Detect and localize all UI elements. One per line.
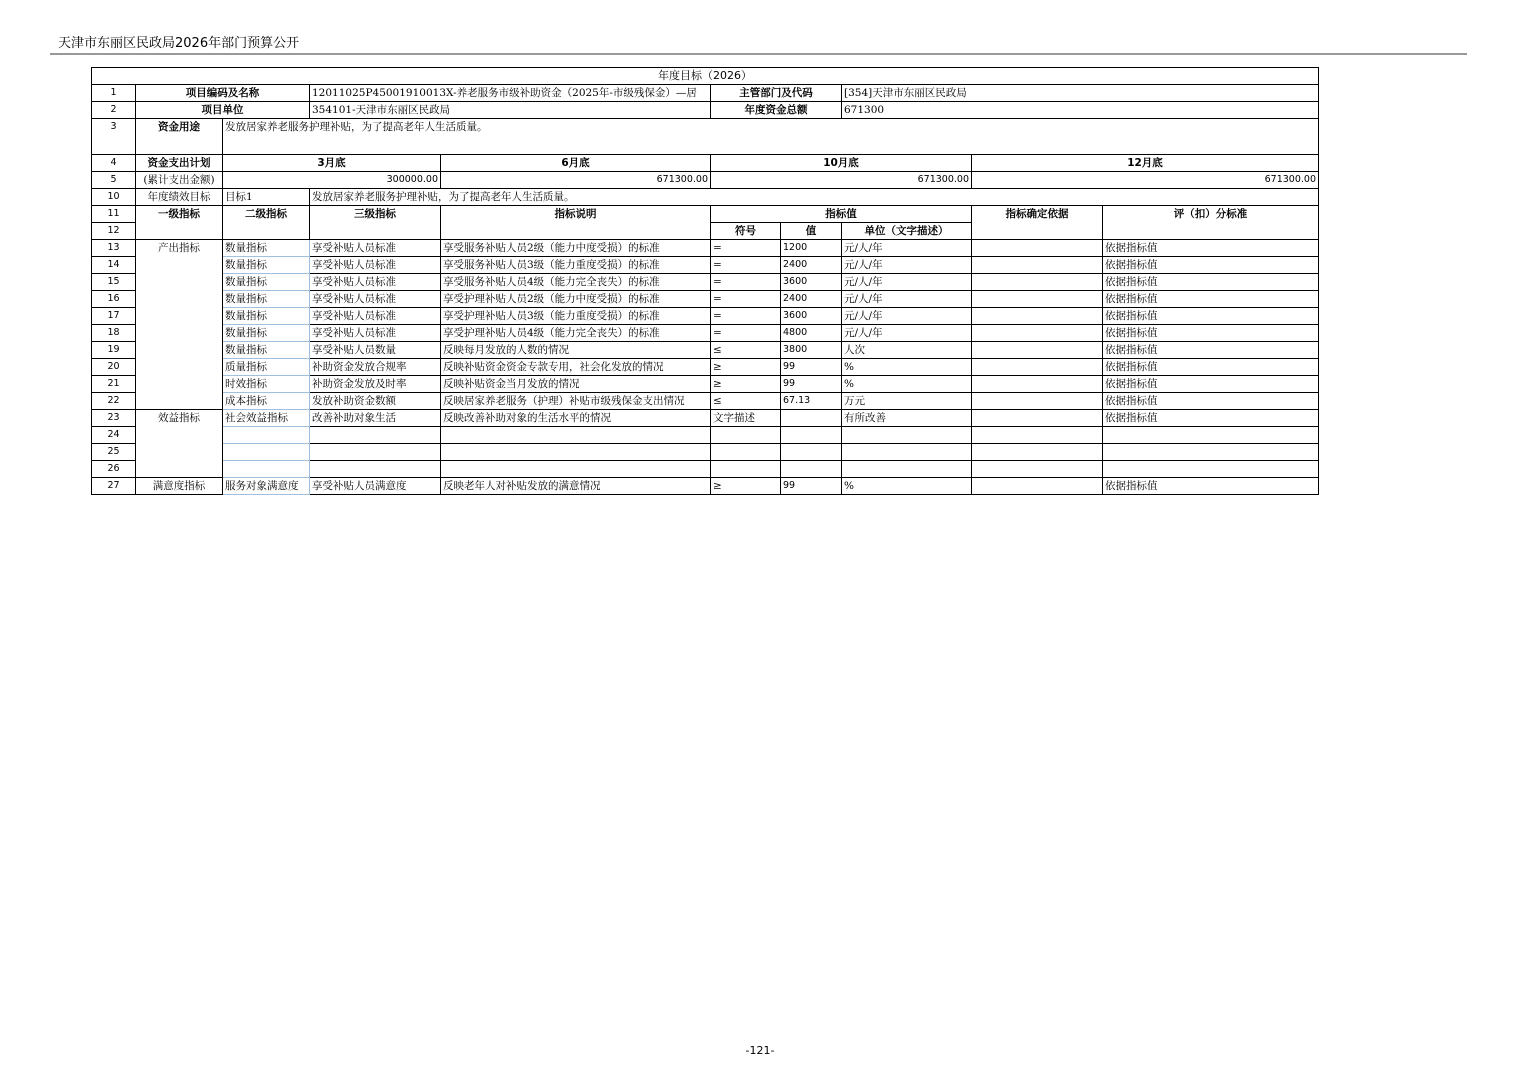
level3-cell: 享受补贴人员数量 [310,342,441,359]
performance-goal-row [92,189,1319,206]
row-number: 15 [92,274,136,291]
level1-cell: 满意度指标 [136,478,223,495]
row-number: 12 [92,223,136,240]
row-number: 3 [92,119,136,155]
basis-cell [972,461,1103,478]
row-number: 23 [92,410,136,427]
value-cell: 2400 [781,291,842,308]
value-cell [781,427,842,444]
score-header: 评（扣）分标准 [1103,206,1319,240]
row-number: 21 [92,376,136,393]
level2-cell [223,461,310,478]
row-number: 22 [92,393,136,410]
basis-cell [972,393,1103,410]
table-row [92,444,1319,461]
q2-amount: 671300.00 [441,172,711,189]
goal-number: 目标1 [223,189,310,206]
description-header: 指标说明 [441,206,711,240]
basis-cell [972,478,1103,495]
symbol-cell: = [711,274,781,291]
unit-cell [842,444,972,461]
table-row [92,291,1319,308]
level3-cell: 享受补贴人员标准 [310,240,441,257]
basis-header: 指标确定依据 [972,206,1103,240]
score-cell: 依据指标值 [1103,478,1319,495]
row-number: 19 [92,342,136,359]
dept-code-value: [354]天津市东丽区民政局 [842,85,1319,102]
project-code-label: 项目编码及名称 [136,85,310,102]
level2-cell: 数量指标 [223,274,310,291]
level3-cell: 发放补助资金数额 [310,393,441,410]
level3-cell: 享受补贴人员标准 [310,325,441,342]
table-row [92,427,1319,444]
score-cell: 依据指标值 [1103,393,1319,410]
value-cell: 3600 [781,274,842,291]
level2-cell: 服务对象满意度 [223,478,310,495]
score-cell: 依据指标值 [1103,291,1319,308]
score-cell: 依据指标值 [1103,325,1319,342]
level2-cell: 成本指标 [223,393,310,410]
symbol-cell [711,427,781,444]
q1-amount: 300000.00 [223,172,441,189]
row-number: 18 [92,325,136,342]
spend-plan-row [92,155,1319,172]
annual-budget-label: 年度资金总额 [711,102,842,119]
table-row [92,478,1319,495]
score-cell: 依据指标值 [1103,308,1319,325]
q1-header: 3月底 [223,155,441,172]
level3-cell [310,461,441,478]
row-number: 24 [92,427,136,444]
symbol-cell: ≥ [711,376,781,393]
unit-cell: % [842,478,972,495]
row-number: 16 [92,291,136,308]
unit-cell: 有所改善 [842,410,972,427]
score-cell [1103,427,1319,444]
symbol-cell [711,461,781,478]
unit-cell: 万元 [842,393,972,410]
unit-cell: 人次 [842,342,972,359]
level2-cell [223,444,310,461]
level3-header: 三级指标 [310,206,441,240]
level3-cell: 享受补贴人员标准 [310,308,441,325]
level2-cell [223,427,310,444]
score-cell: 依据指标值 [1103,376,1319,393]
level3-cell: 补助资金发放合规率 [310,359,441,376]
level3-cell: 享受补贴人员标准 [310,274,441,291]
unit-cell: % [842,359,972,376]
basis-cell [972,325,1103,342]
symbol-cell: = [711,257,781,274]
symbol-cell: ≥ [711,478,781,495]
cumulative-row [92,172,1319,189]
level1-cell: 产出指标 [136,240,223,410]
level3-cell [310,444,441,461]
row-number: 25 [92,444,136,461]
unit-cell: 元/人/年 [842,240,972,257]
header-rule [50,53,1467,55]
description-cell: 享受护理补贴人员3级（能力重度受损）的标准 [441,308,711,325]
table-row [92,359,1319,376]
table-row [92,342,1319,359]
symbol-cell: = [711,240,781,257]
level2-cell: 时效指标 [223,376,310,393]
description-cell: 反映每月发放的人数的情况 [441,342,711,359]
row-number: 11 [92,206,136,223]
description-cell: 享受护理补贴人员4级（能力完全丧失）的标准 [441,325,711,342]
annual-budget-value: 671300 [842,102,1319,119]
project-code-value: 12011025P45001910013X-养老服务市级补助资金（2025年-市级残保金）—居 [310,85,711,102]
basis-cell [972,240,1103,257]
level2-cell: 数量指标 [223,342,310,359]
table-row [92,240,1319,257]
level1-cell: 效益指标 [136,410,223,478]
table-row [92,410,1319,427]
basis-cell [972,376,1103,393]
score-cell: 依据指标值 [1103,359,1319,376]
basis-cell [972,342,1103,359]
level3-cell: 补助资金发放及时率 [310,376,441,393]
table-row [92,308,1319,325]
value-cell: 99 [781,359,842,376]
symbol-cell: ≤ [711,342,781,359]
description-cell [441,444,711,461]
description-cell: 享受服务补贴人员3级（能力重度受损）的标准 [441,257,711,274]
page-header: 天津市东丽区民政局2026年部门预算公开 [58,36,300,51]
basis-cell [972,427,1103,444]
basis-cell [972,410,1103,427]
basis-cell [972,359,1103,376]
unit-header: 单位（文字描述） [842,223,972,240]
description-cell: 享受服务补贴人员2级（能力中度受损）的标准 [441,240,711,257]
value-cell: 1200 [781,240,842,257]
score-cell: 依据指标值 [1103,274,1319,291]
fund-usage-value: 发放居家养老服务护理补贴，为了提高老年人生活质量。 [223,119,1319,155]
score-cell [1103,461,1319,478]
value-cell: 99 [781,376,842,393]
score-cell: 依据指标值 [1103,257,1319,274]
row-number: 4 [92,155,136,172]
unit-cell [842,427,972,444]
level2-header: 二级指标 [223,206,310,240]
symbol-cell: = [711,291,781,308]
symbol-cell: ≤ [711,393,781,410]
value-cell [781,461,842,478]
row-number: 5 [92,172,136,189]
goal-description: 发放居家养老服务护理补贴，为了提高老年人生活质量。 [310,189,1319,206]
unit-cell: 元/人/年 [842,308,972,325]
table-title-row [92,68,1319,85]
indicator-value-header: 指标值 [711,206,972,223]
score-cell [1103,444,1319,461]
value-cell: 3600 [781,308,842,325]
level2-cell: 数量指标 [223,308,310,325]
basis-cell [972,291,1103,308]
table-row [92,257,1319,274]
q3-amount: 671300.00 [711,172,972,189]
project-code-row [92,85,1319,102]
row-number: 26 [92,461,136,478]
score-cell: 依据指标值 [1103,410,1319,427]
table-row [92,274,1319,291]
level3-cell: 享受补贴人员满意度 [310,478,441,495]
description-cell [441,427,711,444]
description-cell: 享受服务补贴人员4级（能力完全丧失）的标准 [441,274,711,291]
score-cell: 依据指标值 [1103,342,1319,359]
level2-cell: 数量指标 [223,291,310,308]
description-cell: 反映补贴资金当月发放的情况 [441,376,711,393]
indicator-header-row [92,206,1319,223]
unit-cell: 元/人/年 [842,325,972,342]
value-cell: 4800 [781,325,842,342]
project-unit-value: 354101-天津市东丽区民政局 [310,102,711,119]
basis-cell [972,444,1103,461]
unit-cell: 元/人/年 [842,257,972,274]
table-title: 年度目标（2026） [92,68,1319,85]
row-number: 17 [92,308,136,325]
q2-header: 6月底 [441,155,711,172]
project-unit-label: 项目单位 [136,102,310,119]
level2-cell: 数量指标 [223,257,310,274]
table-row [92,325,1319,342]
q4-amount: 671300.00 [972,172,1319,189]
fund-usage-row [92,119,1319,155]
unit-cell: 元/人/年 [842,274,972,291]
description-cell: 反映改善补助对象的生活水平的情况 [441,410,711,427]
description-cell [441,461,711,478]
table-row [92,376,1319,393]
row-number: 14 [92,257,136,274]
value-cell [781,444,842,461]
description-cell: 享受护理补贴人员2级（能力中度受损）的标准 [441,291,711,308]
level3-cell: 享受补贴人员标准 [310,291,441,308]
unit-cell [842,461,972,478]
q3-header: 10月底 [711,155,972,172]
table-row [92,393,1319,410]
level3-cell: 享受补贴人员标准 [310,257,441,274]
row-number: 20 [92,359,136,376]
level2-cell: 质量指标 [223,359,310,376]
unit-cell: % [842,376,972,393]
description-cell: 反映补贴资金资金专款专用，社会化发放的情况 [441,359,711,376]
budget-target-table [91,67,1319,495]
score-cell: 依据指标值 [1103,240,1319,257]
performance-goal-label: 年度绩效目标 [136,189,223,206]
row-number: 2 [92,102,136,119]
dept-code-label: 主管部门及代码 [711,85,842,102]
symbol-cell [711,444,781,461]
description-cell: 反映老年人对补贴发放的满意情况 [441,478,711,495]
description-cell: 反映居家养老服务（护理）补贴市级残保金支出情况 [441,393,711,410]
value-cell: 99 [781,478,842,495]
basis-cell [972,274,1103,291]
row-number: 10 [92,189,136,206]
indicator-rows [92,240,1319,495]
value-cell [781,410,842,427]
symbol-cell: ≥ [711,359,781,376]
row-number: 27 [92,478,136,495]
symbol-cell: = [711,308,781,325]
symbol-cell: = [711,325,781,342]
symbol-header: 符号 [711,223,781,240]
level2-cell: 数量指标 [223,240,310,257]
row-number: 13 [92,240,136,257]
unit-cell: 元/人/年 [842,291,972,308]
row-number: 1 [92,85,136,102]
q4-header: 12月底 [972,155,1319,172]
spend-plan-label: 资金支出计划 [136,155,223,172]
value-cell: 3800 [781,342,842,359]
level3-cell [310,427,441,444]
project-unit-row [92,102,1319,119]
value-cell: 67.13 [781,393,842,410]
value-header: 值 [781,223,842,240]
level3-cell: 改善补助对象生活 [310,410,441,427]
level2-cell: 数量指标 [223,325,310,342]
table-row [92,461,1319,478]
level2-cell: 社会效益指标 [223,410,310,427]
fund-usage-label: 资金用途 [136,119,223,155]
page-number: -121- [745,1044,775,1057]
value-cell: 2400 [781,257,842,274]
basis-cell [972,308,1103,325]
symbol-cell: 文字描述 [711,410,781,427]
level1-header: 一级指标 [136,206,223,240]
basis-cell [972,257,1103,274]
cumulative-label: (累计支出金额) [136,172,223,189]
